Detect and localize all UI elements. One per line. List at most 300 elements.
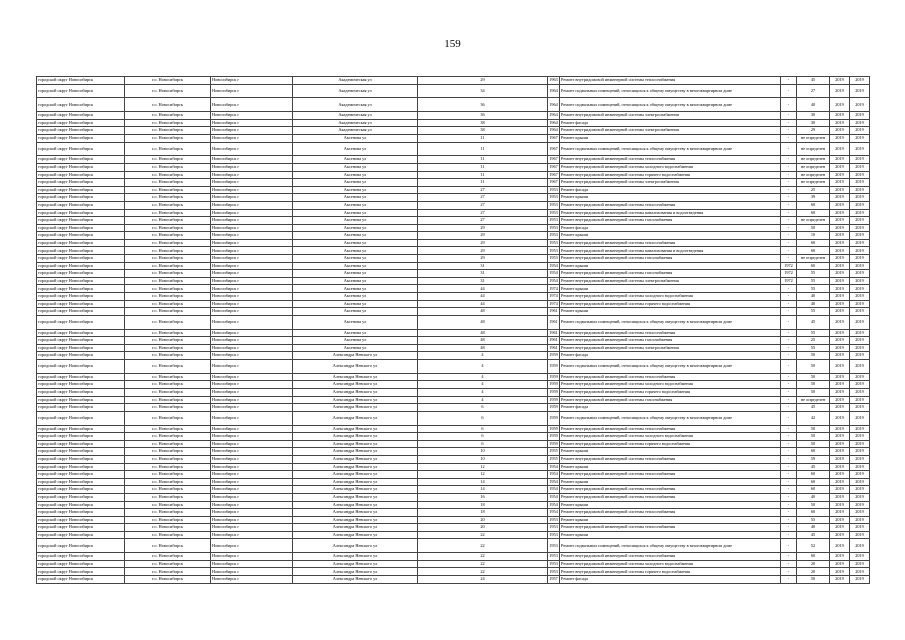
table-cell: Аксенова ул bbox=[293, 337, 418, 345]
table-cell: 2019 bbox=[830, 262, 850, 270]
table-cell: - bbox=[781, 156, 797, 164]
table-row bbox=[37, 509, 870, 517]
table-cell: Новосибирск г bbox=[211, 440, 293, 448]
table-cell: - bbox=[781, 127, 797, 135]
table-cell: Академическая ул bbox=[293, 98, 418, 112]
table-cell: г.о. Новосибирск bbox=[125, 553, 211, 561]
table-cell: - bbox=[781, 285, 797, 293]
table-cell: 1953 bbox=[548, 217, 560, 225]
table-cell: 2019 bbox=[830, 524, 850, 532]
table-row bbox=[37, 308, 870, 316]
table-cell: Аксенова ул bbox=[293, 163, 418, 171]
table-cell: 59 bbox=[797, 455, 830, 463]
table-cell: 18 bbox=[418, 501, 548, 509]
table-cell: Академическая ул bbox=[293, 77, 418, 85]
table-cell: городской округ Новосибирск bbox=[37, 531, 125, 539]
table-cell: 2019 bbox=[850, 186, 870, 194]
table-cell: г.о. Новосибирск bbox=[125, 127, 211, 135]
table-cell: - bbox=[781, 239, 797, 247]
table-cell: 2019 bbox=[830, 463, 850, 471]
table-row bbox=[37, 217, 870, 225]
table-cell: Ремонт внутридомовой инженерной системы теплоснабжения bbox=[560, 553, 781, 561]
table-cell: Новосибирск г bbox=[211, 329, 293, 337]
table-cell: 60 bbox=[797, 262, 830, 270]
table-cell: Новосибирск г bbox=[211, 127, 293, 135]
table-cell: Ремонт фасада bbox=[560, 119, 781, 127]
table-cell: 1953 bbox=[548, 239, 560, 247]
table-cell: 2019 bbox=[850, 501, 870, 509]
table-cell: 2019 bbox=[850, 77, 870, 85]
table-cell: городской округ Новосибирск bbox=[37, 448, 125, 456]
table-cell: городской округ Новосибирск bbox=[37, 285, 125, 293]
table-cell: 48 bbox=[418, 329, 548, 337]
table-cell: 2019 bbox=[830, 455, 850, 463]
table-cell: 2019 bbox=[830, 352, 850, 360]
table-cell: 1953 bbox=[548, 255, 560, 263]
table-cell: 10 bbox=[418, 448, 548, 456]
table-cell: Новосибирск г bbox=[211, 553, 293, 561]
table-cell: 2019 bbox=[830, 186, 850, 194]
table-cell: городской округ Новосибирск bbox=[37, 217, 125, 225]
table-cell: г.о. Новосибирск bbox=[125, 186, 211, 194]
table-cell: - bbox=[781, 171, 797, 179]
table-row bbox=[37, 156, 870, 164]
table-cell: 1964 bbox=[548, 84, 560, 98]
table-cell: 42 bbox=[797, 411, 830, 425]
table-cell: не определен bbox=[797, 179, 830, 187]
table-cell: городской округ Новосибирск bbox=[37, 396, 125, 404]
table-cell: Александра Невского ул bbox=[293, 501, 418, 509]
table-cell: 2019 bbox=[830, 98, 850, 112]
table-cell: 39 bbox=[797, 194, 830, 202]
table-cell: г.о. Новосибирск bbox=[125, 471, 211, 479]
table-cell: городской округ Новосибирск bbox=[37, 255, 125, 263]
table-cell: Новосибирск г bbox=[211, 493, 293, 501]
table-cell: 2019 bbox=[850, 224, 870, 232]
table-cell: 2019 bbox=[850, 396, 870, 404]
table-cell: 1974 bbox=[548, 285, 560, 293]
table-cell: 1959 bbox=[548, 373, 560, 381]
table-cell: Новосибирск г bbox=[211, 396, 293, 404]
table-cell: Аксенова ул bbox=[293, 315, 418, 329]
table-row bbox=[37, 315, 870, 329]
table-cell: 2019 bbox=[830, 224, 850, 232]
table-cell: - bbox=[781, 134, 797, 142]
table-row bbox=[37, 98, 870, 112]
table-cell: - bbox=[781, 539, 797, 553]
table-cell: г.о. Новосибирск bbox=[125, 201, 211, 209]
table-cell: Аксенова ул bbox=[293, 329, 418, 337]
table-cell: 2019 bbox=[850, 293, 870, 301]
table-cell: Александра Невского ул bbox=[293, 388, 418, 396]
table-cell: Новосибирск г bbox=[211, 486, 293, 494]
table-cell: городской округ Новосибирск bbox=[37, 440, 125, 448]
table-cell: 29 bbox=[797, 127, 830, 135]
table-cell: 20 bbox=[797, 560, 830, 568]
table-cell: - bbox=[781, 509, 797, 517]
page-number: 159 bbox=[444, 38, 461, 50]
table-cell: г.о. Новосибирск bbox=[125, 277, 211, 285]
table-cell: 2019 bbox=[830, 277, 850, 285]
table-cell: Новосибирск г bbox=[211, 568, 293, 576]
table-cell: 2019 bbox=[830, 337, 850, 345]
table-cell: 2019 bbox=[830, 293, 850, 301]
table-row bbox=[37, 329, 870, 337]
table-cell: г.о. Новосибирск bbox=[125, 493, 211, 501]
table-cell: городской округ Новосибирск bbox=[37, 524, 125, 532]
table-cell: 2019 bbox=[850, 285, 870, 293]
table-cell: 2019 bbox=[830, 217, 850, 225]
table-cell: 1964 bbox=[548, 98, 560, 112]
table-cell: 27 bbox=[418, 194, 548, 202]
table-cell: 2019 bbox=[850, 404, 870, 412]
table-cell: 4 bbox=[418, 373, 548, 381]
table-cell: 50 bbox=[797, 373, 830, 381]
table-cell: 1954 bbox=[548, 501, 560, 509]
table-cell: г.о. Новосибирск bbox=[125, 524, 211, 532]
table-cell: Аксенова ул bbox=[293, 142, 418, 156]
table-cell: 2019 bbox=[850, 493, 870, 501]
table-cell: 2019 bbox=[830, 568, 850, 576]
table-cell: 2019 bbox=[830, 300, 850, 308]
table-cell: 2019 bbox=[830, 209, 850, 217]
table-cell: 2019 bbox=[850, 448, 870, 456]
table-cell: 1953 bbox=[548, 201, 560, 209]
table-cell: Ремонт внутридомовой инженерной системы электроснабжения bbox=[560, 112, 781, 120]
table-cell: 2019 bbox=[850, 531, 870, 539]
table-cell: Новосибирск г bbox=[211, 308, 293, 316]
table-cell: г.о. Новосибирск bbox=[125, 262, 211, 270]
table-cell: г.о. Новосибирск bbox=[125, 285, 211, 293]
table-cell: 1972 bbox=[781, 262, 797, 270]
table-cell: 11 bbox=[418, 163, 548, 171]
table-cell: 2019 bbox=[850, 201, 870, 209]
table-cell: 2019 bbox=[830, 404, 850, 412]
table-cell: 29 bbox=[418, 224, 548, 232]
table-cell: 1953 bbox=[548, 516, 560, 524]
table-cell: городской округ Новосибирск bbox=[37, 337, 125, 345]
table-cell: 50 bbox=[797, 381, 830, 389]
table-cell: Ремонт внутридомовой инженерной системы газоснабжения bbox=[560, 396, 781, 404]
table-cell: г.о. Новосибирск bbox=[125, 134, 211, 142]
table-cell: Новосибирск г bbox=[211, 576, 293, 584]
table-cell: 1961 bbox=[548, 315, 560, 329]
table-cell: - bbox=[781, 576, 797, 584]
table-cell: городской округ Новосибирск bbox=[37, 388, 125, 396]
table-cell: 36 bbox=[418, 112, 548, 120]
table-cell: г.о. Новосибирск bbox=[125, 112, 211, 120]
table-cell: Ремонт внутридомовой инженерной системы теплоснабжения bbox=[560, 425, 781, 433]
table-cell: 55 bbox=[797, 516, 830, 524]
table-cell: - bbox=[781, 255, 797, 263]
table-cell: - bbox=[781, 493, 797, 501]
table-cell: г.о. Новосибирск bbox=[125, 486, 211, 494]
table-cell: - bbox=[781, 388, 797, 396]
table-cell: 1953 bbox=[548, 539, 560, 553]
table-cell: - bbox=[781, 560, 797, 568]
table-cell: 1967 bbox=[548, 156, 560, 164]
table-cell: г.о. Новосибирск bbox=[125, 560, 211, 568]
table-cell: Ремонт фасада bbox=[560, 186, 781, 194]
table-cell: 16 bbox=[418, 493, 548, 501]
table-cell: г.о. Новосибирск bbox=[125, 98, 211, 112]
table-cell: 1953 bbox=[548, 247, 560, 255]
table-cell: 2019 bbox=[830, 486, 850, 494]
table-cell: 45 bbox=[797, 77, 830, 85]
table-cell: Новосибирск г bbox=[211, 293, 293, 301]
table-cell: - bbox=[781, 381, 797, 389]
table-cell: не определен bbox=[797, 396, 830, 404]
table-cell: 2019 bbox=[850, 360, 870, 374]
table-cell: Новосибирск г bbox=[211, 163, 293, 171]
table-cell: 1955 bbox=[548, 455, 560, 463]
table-cell: Ремонт крыши bbox=[560, 308, 781, 316]
table-cell: 1967 bbox=[548, 179, 560, 187]
table-cell: - bbox=[781, 209, 797, 217]
table-row bbox=[37, 142, 870, 156]
table-cell: 1954 bbox=[548, 478, 560, 486]
table-row bbox=[37, 471, 870, 479]
table-cell: Новосибирск г bbox=[211, 315, 293, 329]
table-row bbox=[37, 285, 870, 293]
table-cell: 2019 bbox=[830, 156, 850, 164]
table-cell: г.о. Новосибирск bbox=[125, 255, 211, 263]
table-cell: 2019 bbox=[850, 119, 870, 127]
table-cell: 1974 bbox=[548, 300, 560, 308]
table-row bbox=[37, 247, 870, 255]
table-cell: Аксенова ул bbox=[293, 308, 418, 316]
table-cell: городской округ Новосибирск bbox=[37, 300, 125, 308]
table-cell: Александра Невского ул bbox=[293, 524, 418, 532]
table-cell: городской округ Новосибирск bbox=[37, 194, 125, 202]
table-cell: 55 bbox=[797, 270, 830, 278]
table-cell: - bbox=[781, 77, 797, 85]
table-cell: 2019 bbox=[830, 255, 850, 263]
table-cell: - bbox=[781, 501, 797, 509]
table-cell: 2019 bbox=[850, 98, 870, 112]
table-cell: Ремонт фасада bbox=[560, 576, 781, 584]
table-cell: городской округ Новосибирск bbox=[37, 493, 125, 501]
table-cell: Новосибирск г bbox=[211, 217, 293, 225]
table-cell: Александра Невского ул bbox=[293, 352, 418, 360]
table-cell: г.о. Новосибирск bbox=[125, 516, 211, 524]
table-cell: - bbox=[781, 411, 797, 425]
table-cell: 29 bbox=[418, 77, 548, 85]
table-cell: не определен bbox=[797, 171, 830, 179]
table-cell: 6 bbox=[418, 433, 548, 441]
table-cell: 2019 bbox=[850, 315, 870, 329]
table-cell: Новосибирск г bbox=[211, 201, 293, 209]
table-row bbox=[37, 455, 870, 463]
table-cell: 2019 bbox=[830, 388, 850, 396]
table-cell: Новосибирск г bbox=[211, 352, 293, 360]
table-cell: Александра Невского ул bbox=[293, 509, 418, 517]
table-cell: 1959 bbox=[548, 440, 560, 448]
table-row bbox=[37, 411, 870, 425]
table-cell: 2019 bbox=[830, 448, 850, 456]
table-cell: г.о. Новосибирск bbox=[125, 568, 211, 576]
table-row bbox=[37, 194, 870, 202]
table-cell: Ремонт крыши bbox=[560, 134, 781, 142]
table-cell: 2019 bbox=[850, 509, 870, 517]
table-cell: 2019 bbox=[830, 478, 850, 486]
table-cell: 50 bbox=[797, 388, 830, 396]
table-cell: - bbox=[781, 486, 797, 494]
table-cell: 60 bbox=[797, 471, 830, 479]
table-cell: 2019 bbox=[830, 247, 850, 255]
table-cell: г.о. Новосибирск bbox=[125, 373, 211, 381]
table-cell: Новосибирск г bbox=[211, 77, 293, 85]
table-cell: 29 bbox=[418, 247, 548, 255]
table-cell: 50 bbox=[797, 425, 830, 433]
table-cell: Аксенова ул bbox=[293, 171, 418, 179]
table-cell: Ремонт внутридомовой инженерной системы теплоснабжения bbox=[560, 509, 781, 517]
table-cell: г.о. Новосибирск bbox=[125, 119, 211, 127]
table-cell: г.о. Новосибирск bbox=[125, 171, 211, 179]
table-cell: 2019 bbox=[850, 84, 870, 98]
table-cell: 1967 bbox=[548, 171, 560, 179]
table-cell: 45 bbox=[797, 315, 830, 329]
table-cell: 2019 bbox=[850, 381, 870, 389]
table-cell: г.о. Новосибирск bbox=[125, 142, 211, 156]
table-cell: 2019 bbox=[850, 112, 870, 120]
table-cell: Ремонт внутридомовой инженерной системы холодного водоснабжения bbox=[560, 560, 781, 568]
table-row bbox=[37, 360, 870, 374]
table-cell: Ремонт подвальных помещений, относящихся к общему имуществу в многоквартирном доме bbox=[560, 142, 781, 156]
table-cell: городской округ Новосибирск bbox=[37, 560, 125, 568]
table-cell: - bbox=[781, 433, 797, 441]
table-cell: Ремонт подвальных помещений, относящихся к общему имуществу в многоквартирном доме bbox=[560, 411, 781, 425]
table-cell: 44 bbox=[418, 300, 548, 308]
table-cell: 50 bbox=[797, 501, 830, 509]
table-row bbox=[37, 539, 870, 553]
table-cell: - bbox=[781, 300, 797, 308]
table-cell: городской округ Новосибирск bbox=[37, 171, 125, 179]
table-cell: 2019 bbox=[830, 163, 850, 171]
table-row bbox=[37, 433, 870, 441]
table-row bbox=[37, 171, 870, 179]
table-cell: не определен bbox=[797, 142, 830, 156]
table-cell: 2019 bbox=[850, 156, 870, 164]
table-cell: городской округ Новосибирск bbox=[37, 119, 125, 127]
table-cell: Ремонт фасада bbox=[560, 352, 781, 360]
table-cell: Новосибирск г bbox=[211, 277, 293, 285]
table-cell: г.о. Новосибирск bbox=[125, 396, 211, 404]
table-cell: Новосибирск г bbox=[211, 285, 293, 293]
table-cell: 27 bbox=[418, 186, 548, 194]
table-cell: 40 bbox=[797, 524, 830, 532]
table-cell: - bbox=[781, 478, 797, 486]
table-cell: 2019 bbox=[830, 471, 850, 479]
table-cell: Ремонт крыши bbox=[560, 478, 781, 486]
table-cell: Ремонт внутридомовой инженерной системы горячего водоснабжения bbox=[560, 300, 781, 308]
table-row bbox=[37, 293, 870, 301]
table-cell: г.о. Новосибирск bbox=[125, 315, 211, 329]
table-cell: 6 bbox=[418, 411, 548, 425]
table-cell: 2019 bbox=[850, 300, 870, 308]
table-cell: 2019 bbox=[850, 277, 870, 285]
table-cell: 12 bbox=[418, 471, 548, 479]
table-cell: 11 bbox=[418, 142, 548, 156]
table-cell: Александра Невского ул bbox=[293, 516, 418, 524]
table-cell: 2019 bbox=[850, 471, 870, 479]
table-cell: 2019 bbox=[830, 411, 850, 425]
table-cell: Аксенова ул bbox=[293, 285, 418, 293]
table-cell: Новосибирск г bbox=[211, 524, 293, 532]
table-cell: городской округ Новосибирск bbox=[37, 84, 125, 98]
table-cell: 2019 bbox=[850, 239, 870, 247]
table-cell: 1954 bbox=[548, 486, 560, 494]
table-cell: 10 bbox=[797, 232, 830, 240]
table-cell: 24 bbox=[418, 576, 548, 584]
table-cell: Ремонт внутридомовой инженерной системы теплоснабжения bbox=[560, 77, 781, 85]
table-cell: г.о. Новосибирск bbox=[125, 194, 211, 202]
table-cell: 60 bbox=[797, 209, 830, 217]
table-row bbox=[37, 493, 870, 501]
table-cell: городской округ Новосибирск bbox=[37, 209, 125, 217]
table-cell: 55 bbox=[797, 308, 830, 316]
table-cell: - bbox=[781, 440, 797, 448]
table-cell: Аксенова ул bbox=[293, 179, 418, 187]
table-row bbox=[37, 440, 870, 448]
table-cell: Ремонт подвальных помещений, относящихся к общему имуществу в многоквартирном доме bbox=[560, 315, 781, 329]
table-row bbox=[37, 425, 870, 433]
table-cell: 2019 bbox=[830, 576, 850, 584]
table-cell: г.о. Новосибирск bbox=[125, 360, 211, 374]
table-cell: 1964 bbox=[548, 119, 560, 127]
table-row bbox=[37, 262, 870, 270]
table-cell: городской округ Новосибирск bbox=[37, 486, 125, 494]
table-cell: 55 bbox=[797, 285, 830, 293]
table-cell: городской округ Новосибирск bbox=[37, 329, 125, 337]
table-cell: 50 bbox=[797, 440, 830, 448]
table-cell: 45 bbox=[797, 404, 830, 412]
table-cell: городской округ Новосибирск bbox=[37, 308, 125, 316]
table-cell: 40 bbox=[797, 300, 830, 308]
table-cell: Аксенова ул bbox=[293, 277, 418, 285]
table-cell: городской округ Новосибирск bbox=[37, 455, 125, 463]
table-cell: 1964 bbox=[548, 112, 560, 120]
table-cell: Новосибирск г bbox=[211, 516, 293, 524]
table-cell: 29 bbox=[418, 239, 548, 247]
table-cell: 60 bbox=[797, 509, 830, 517]
table-cell: - bbox=[781, 112, 797, 120]
table-cell: не определен bbox=[797, 134, 830, 142]
table-cell: 2019 bbox=[850, 171, 870, 179]
table-cell: Ремонт внутридомовой инженерной системы горячего водоснабжения bbox=[560, 440, 781, 448]
table-cell: 2019 bbox=[830, 171, 850, 179]
table-cell: 20 bbox=[418, 516, 548, 524]
table-cell: Новосибирск г bbox=[211, 381, 293, 389]
table-cell: 1959 bbox=[548, 404, 560, 412]
table-cell: Ремонт крыши bbox=[560, 531, 781, 539]
table-row bbox=[37, 163, 870, 171]
table-row bbox=[37, 209, 870, 217]
table-cell: 48 bbox=[418, 315, 548, 329]
table-cell: 2019 bbox=[850, 440, 870, 448]
table-cell: 2019 bbox=[850, 194, 870, 202]
table-cell: Александра Невского ул bbox=[293, 433, 418, 441]
table-cell: г.о. Новосибирск bbox=[125, 293, 211, 301]
table-cell: Новосибирск г bbox=[211, 411, 293, 425]
table-cell: 1959 bbox=[548, 352, 560, 360]
table-cell: городской округ Новосибирск bbox=[37, 201, 125, 209]
table-cell: 44 bbox=[418, 285, 548, 293]
table-cell: 1961 bbox=[548, 308, 560, 316]
table-cell: 2019 bbox=[850, 337, 870, 345]
table-row bbox=[37, 277, 870, 285]
table-cell: г.о. Новосибирск bbox=[125, 433, 211, 441]
